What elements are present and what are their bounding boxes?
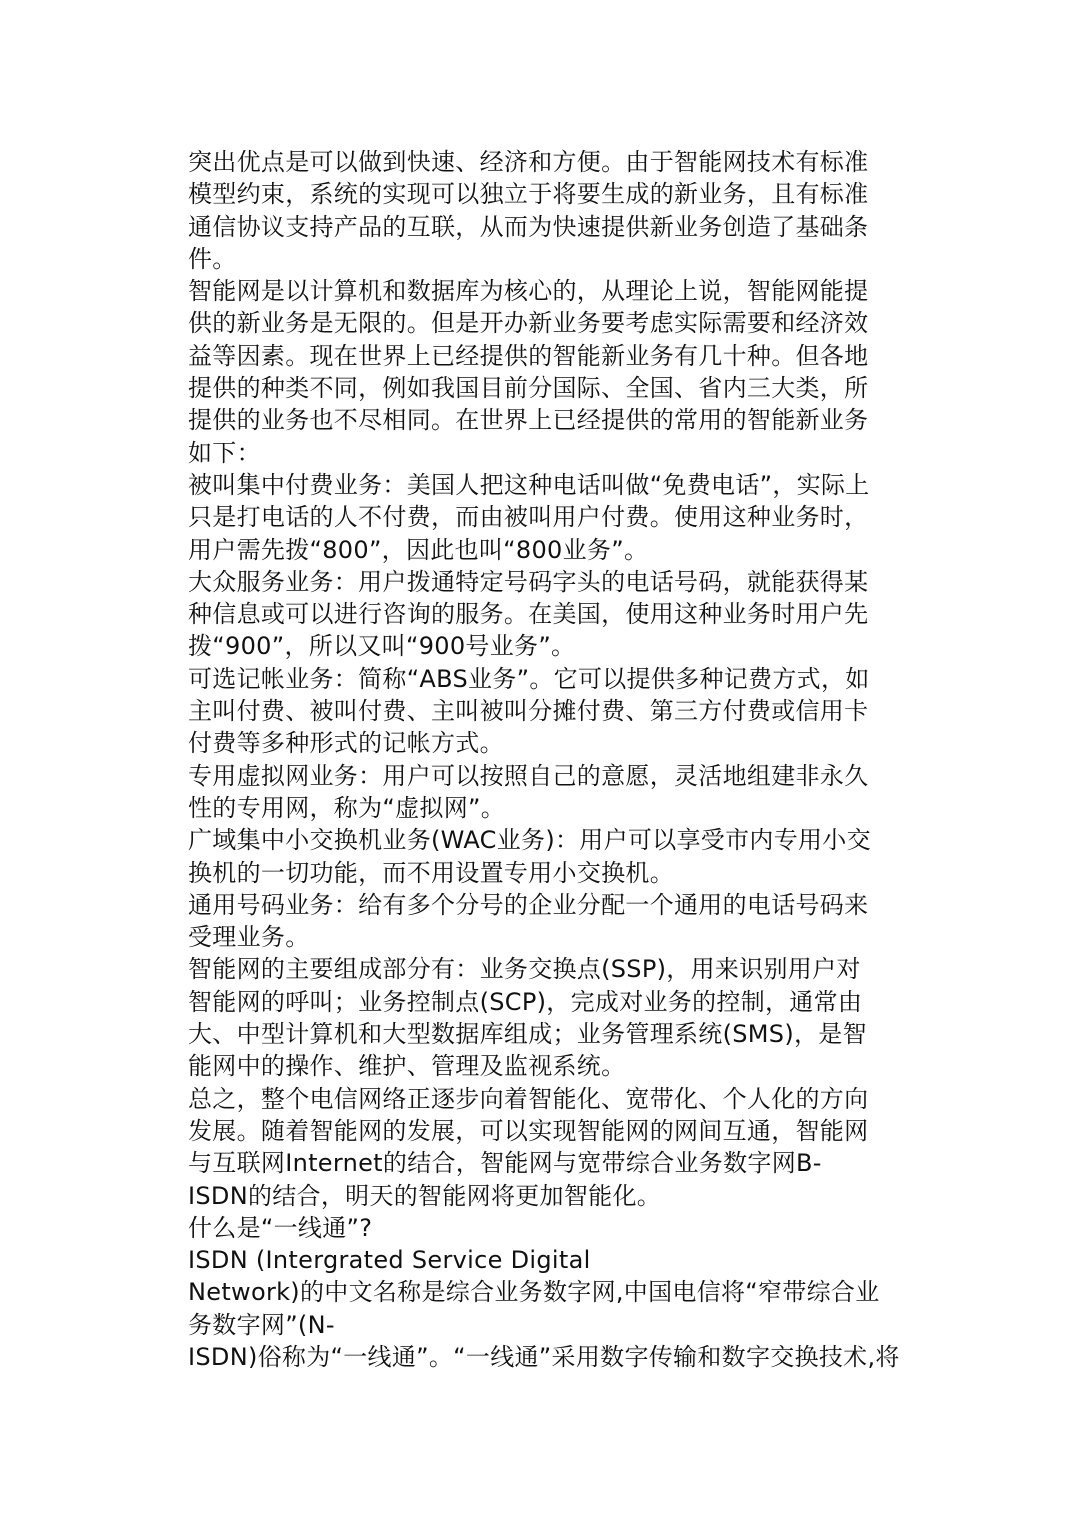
text-line: 与互联网Internet的结合，智能网与宽带综合业务数字网B- xyxy=(188,1149,822,1178)
paragraph-mass-calling-service xyxy=(188,566,900,663)
paragraph-intelligent-network-core xyxy=(188,275,900,469)
paragraph-abs-service xyxy=(188,663,900,760)
paragraph-network-components xyxy=(188,953,900,1082)
text-line: 用户需先拨“800”，因此也叫“800业务”。 xyxy=(188,535,649,564)
text-line: 什么是“一线通”? xyxy=(188,1213,373,1242)
text-line: 模型约束，系统的实现可以独立于将要生成的新业务，且有标准 xyxy=(188,180,869,209)
text-line: 可选记帐业务：简称“ABS业务”。它可以提供多种记费方式，如 xyxy=(188,664,870,693)
paragraph-advantages xyxy=(188,146,900,275)
section-heading-isdn-question xyxy=(188,1212,900,1244)
paragraph-isdn-definition xyxy=(188,1244,900,1373)
text-line: 智能网的呼叫；业务控制点(SCP)，完成对业务的控制，通常由 xyxy=(188,987,863,1016)
text-line: 大、中型计算机和大型数据库组成；业务管理系统(SMS)，是智 xyxy=(188,1020,867,1049)
text-line: 提供的业务也不尽相同。在世界上已经提供的常用的智能新业务 xyxy=(188,406,869,435)
text-line: 通信协议支持产品的互联，从而为快速提供新业务创造了基础条 xyxy=(188,212,869,241)
text-line: ISDN)俗称为“一线通”。“一线通”采用数字传输和数字交换技术,将 xyxy=(188,1342,900,1371)
text-line: 被叫集中付费业务：美国人把这种电话叫做“免费电话”，实际上 xyxy=(188,470,870,499)
text-line: 种信息或可以进行咨询的服务。在美国，使用这种业务时用户先 xyxy=(188,600,869,629)
document-body xyxy=(188,146,900,1373)
text-line: ISDN的结合，明天的智能网将更加智能化。 xyxy=(188,1181,662,1210)
text-line: 益等因素。现在世界上已经提供的智能新业务有几十种。但各地 xyxy=(188,341,869,370)
paragraph-conclusion xyxy=(188,1083,900,1212)
paragraph-wac-service xyxy=(188,824,900,889)
text-line: Network)的中文名称是综合业务数字网,中国电信将“窄带综合业 xyxy=(188,1278,880,1307)
text-line: 通用号码业务：给有多个分号的企业分配一个通用的电话号码来 xyxy=(188,890,869,919)
text-line: 智能网是以计算机和数据库为核心的，从理论上说，智能网能提 xyxy=(188,277,869,306)
text-line: 提供的种类不同，例如我国目前分国际、全国、省内三大类，所 xyxy=(188,374,869,403)
text-line: 件。 xyxy=(188,244,237,273)
text-line: 如下： xyxy=(188,438,261,467)
text-line: 智能网的主要组成部分有：业务交换点(SSP)，用来识别用户对 xyxy=(188,955,861,984)
text-line: 供的新业务是无限的。但是开办新业务要考虑实际需要和经济效 xyxy=(188,309,869,338)
text-line: 付费等多种形式的记帐方式。 xyxy=(188,729,504,758)
text-line: 大众服务业务：用户拨通特定号码字头的电话号码，就能获得某 xyxy=(188,567,869,596)
text-line: 总之，整个电信网络正逐步向着智能化、宽带化、个人化的方向 xyxy=(188,1084,869,1113)
text-line: 广域集中小交换机业务(WAC业务)：用户可以享受市内专用小交 xyxy=(188,826,871,855)
text-line: 专用虚拟网业务：用户可以按照自己的意愿，灵活地组建非永久 xyxy=(188,761,869,790)
text-line: 务数字网”(N- xyxy=(188,1310,335,1339)
text-line: 换机的一切功能，而不用设置专用小交换机。 xyxy=(188,858,674,887)
text-line: 主叫付费、被叫付费、主叫被叫分摊付费、第三方付费或信用卡 xyxy=(188,697,869,726)
paragraph-virtual-network-service xyxy=(188,760,900,825)
paragraph-freephone-service xyxy=(188,469,900,566)
text-line: 只是打电话的人不付费，而由被叫用户付费。使用这种业务时， xyxy=(188,503,869,532)
text-line: 拨“900”，所以又叫“900号业务”。 xyxy=(188,632,576,661)
text-line: 受理业务。 xyxy=(188,923,310,952)
text-line: ISDN (Intergrated Service Digital xyxy=(188,1246,591,1275)
text-line: 性的专用网，称为“虚拟网”。 xyxy=(188,793,506,822)
paragraph-universal-number-service xyxy=(188,889,900,954)
text-line: 能网中的操作、维护、管理及监视系统。 xyxy=(188,1052,626,1081)
text-line: 突出优点是可以做到快速、经济和方便。由于智能网技术有标准 xyxy=(188,148,869,176)
text-line: 发展。随着智能网的发展，可以实现智能网的网间互通，智能网 xyxy=(188,1116,869,1145)
